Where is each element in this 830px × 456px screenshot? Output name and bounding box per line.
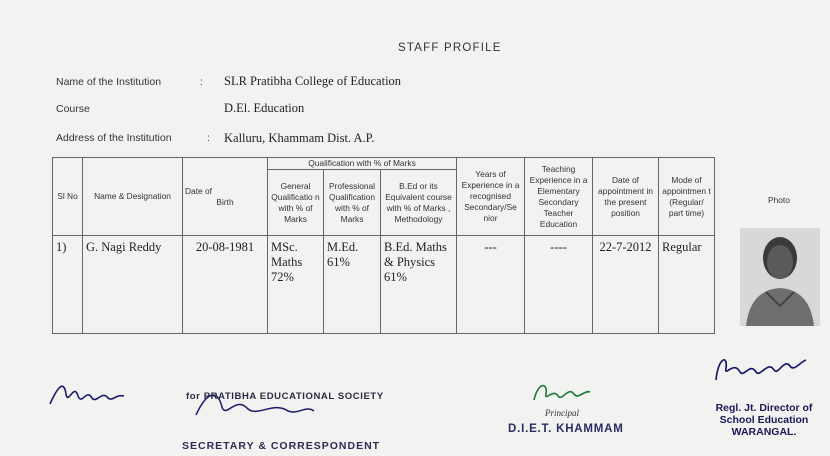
- institution-value: SLR Pratibha College of Education: [224, 74, 402, 88]
- row-bed: B.Ed. Maths & Physics 61%: [381, 236, 457, 334]
- principal-signature: [528, 378, 594, 411]
- row-sl: 1): [53, 236, 83, 334]
- society-stamp: for PRATIBHA EDUCATIONAL SOCIETY: [178, 385, 378, 430]
- director-stamp: Regl. Jt. Director of School Education WARANGAL.: [715, 402, 813, 438]
- row-teaching: ----: [525, 236, 593, 334]
- secretary-title: SECRETARY & CORRESPONDENT: [182, 440, 381, 452]
- header-qualification-group: Qualification with % of Marks: [268, 158, 457, 170]
- course-value: D.El. Education: [224, 101, 305, 115]
- row-appointment: 22-7-2012: [593, 236, 659, 334]
- row-years: ---: [457, 236, 525, 334]
- header-bed-equivalent: B.Ed or its Equivalent course with % of Marks , Methodology: [381, 170, 457, 236]
- header-professional-qualification: Professional Qualification with % of Marks: [324, 170, 381, 236]
- staff-photo: [740, 228, 820, 326]
- principal-label: Principal: [545, 408, 579, 418]
- secretary-signature: [46, 376, 134, 415]
- staff-profile-table: [52, 157, 715, 334]
- header-general-qualification: General Qualificatio n with % of Marks: [268, 170, 324, 236]
- address-value: Kalluru, Khammam Dist. A.P.: [224, 131, 375, 145]
- header-sl-no: Sl No: [53, 158, 83, 236]
- header-mode: Mode of appointmen t (Regular/ part time): [659, 158, 715, 236]
- director-signature: [712, 348, 812, 393]
- row-dob: 20-08-1981: [183, 236, 268, 334]
- header-teaching-experience: Teaching Experience in a Elementary Secondary Teacher Education: [525, 158, 593, 236]
- row-name: G. Nagi Reddy: [83, 236, 183, 334]
- diet-stamp: D.I.E.T. KHAMMAM: [508, 423, 624, 435]
- row-mode: Regular: [659, 236, 715, 334]
- row-professional: M.Ed. 61%: [324, 236, 381, 334]
- colon-separator: :: [207, 132, 210, 144]
- header-name: Name & Designation: [83, 158, 183, 236]
- colon-separator: :: [200, 76, 203, 88]
- header-years-experience: Years of Experience in a recognised Secondary/Se nior: [457, 158, 525, 236]
- address-label: Address of the Institution: [56, 132, 172, 144]
- institution-label: Name of the Institution: [56, 76, 162, 88]
- page-title: STAFF PROFILE: [398, 42, 502, 54]
- course-label: Course: [56, 103, 90, 115]
- row-general: MSc. Maths 72%: [268, 236, 324, 334]
- header-appointment-date: Date of appointment in the present position: [593, 158, 659, 236]
- photo-header: Photo: [768, 195, 790, 205]
- header-date-of-birth: Date of Birth: [183, 158, 268, 236]
